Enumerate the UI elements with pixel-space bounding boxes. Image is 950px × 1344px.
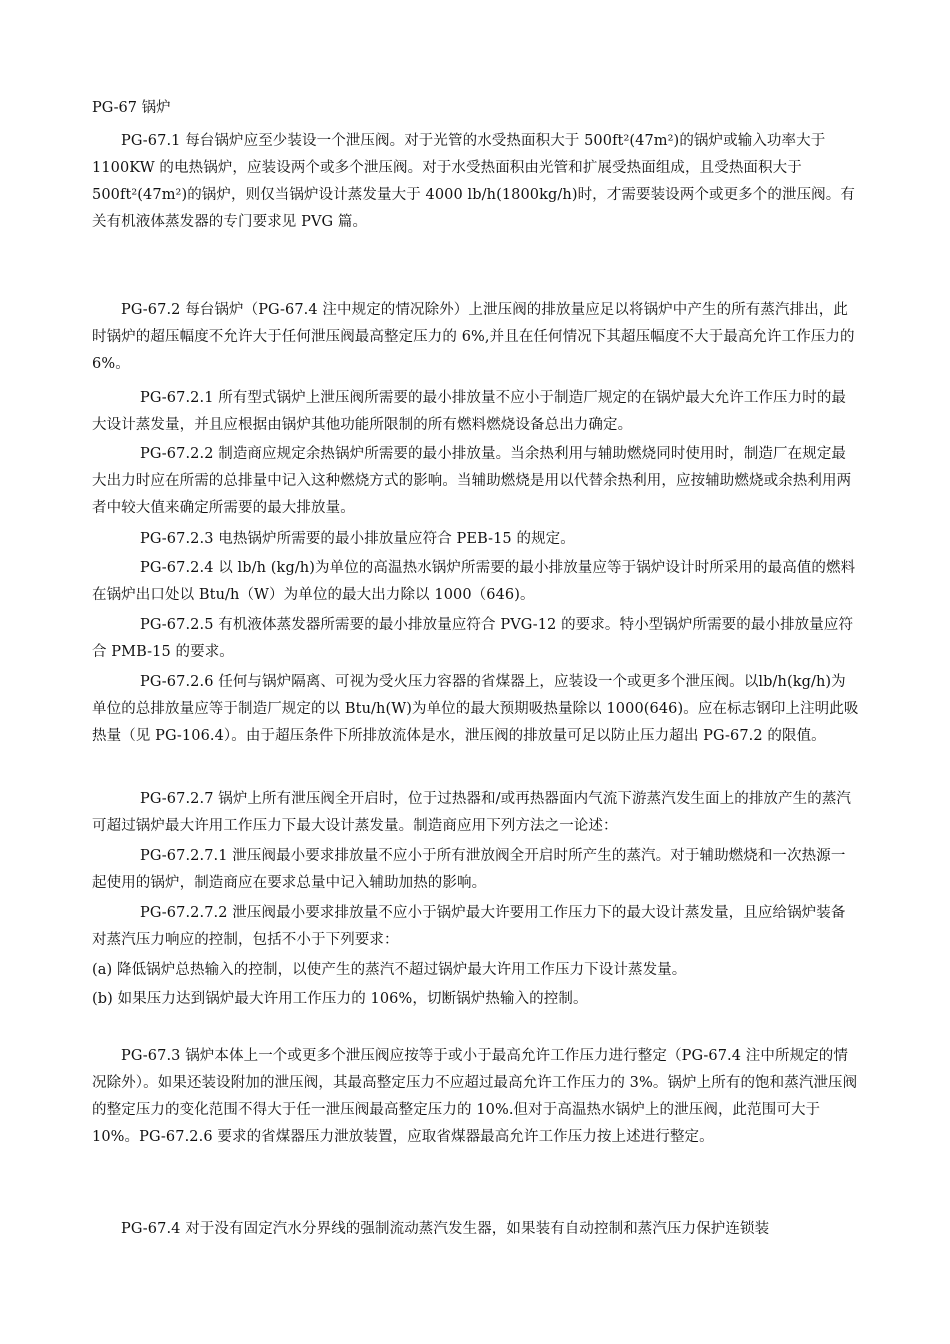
paragraph-pg-67-2-6: PG-67.2.6 任何与锅炉隔离、可视为受火压力容器的省煤器上，应装设一个或更多个泄压阀。以lb/h(kg/h)为单位的总排放量应等于制造厂规定的以 Btu/h(W)为单位的最大预期吸热量除以 1000(646)。应在标志钢印上注明此吸热量（见 PG-106.4）。由于超压条件下所排放流体是水，泄压阀的排放量可足以防止压力超出 PG-67.2 的限值。 [92, 674, 859, 744]
paragraph-pg-67-4: PG-67.4 对于没有固定汽水分界线的强制流动蒸汽发生器，如果装有自动控制和蒸汽压力保护连锁装 [121, 1221, 770, 1237]
paragraph-pg-67-2-1: PG-67.2.1 所有型式锅炉上泄压阀所需要的最小排放量不应小于制造厂规定的在锅炉最大允许工作压力时的最大设计蒸发量，并且应根据由锅炉其他功能所限制的所有燃料燃烧设备总出力确定。 [92, 390, 847, 433]
paragraph-pg-67-2-7-2: PG-67.2.7.2 泄压阀最小要求排放量不应小于锅炉最大许要用工作压力下的最大设计蒸发量，且应给锅炉装备对蒸汽压力响应的控制，包括不小于下列要求： [92, 905, 846, 948]
list-item-b: (b) 如果压力达到锅炉最大许用工作压力的 106%，切断锅炉热输入的控制。 [92, 991, 588, 1007]
list-item-a: (a) 降低锅炉总热输入的控制，以使产生的蒸汽不超过锅炉最大许用工作压力下设计蒸发量。 [92, 962, 687, 978]
paragraph-pg-67-2: PG-67.2 每台锅炉（PG-67.4 注中规定的情况除外）上泄压阀的排放量应足以将锅炉中产生的所有蒸汽排出，此时锅炉的超压幅度不允许大于任何泄压阀最高整定压力的 6%,并且在任何情况下其超压幅度不大于最高允许工作压力的 6%。 [92, 302, 855, 372]
paragraph-pg-67-2-3: PG-67.2.3 电热锅炉所需要的最小排放量应符合 PEB-15 的规定。 [140, 531, 575, 547]
paragraph-pg-67-2-7-1: PG-67.2.7.1 泄压阀最小要求排放量不应小于所有泄放阀全开启时所产生的蒸汽。对于辅助燃烧和一次热源一起使用的锅炉，制造商应在要求总量中记入辅助加热的影响。 [92, 848, 846, 891]
paragraph-pg-67-2-4: PG-67.2.4 以 lb/h (kg/h)为单位的高温热水锅炉所需要的最小排放量应等于锅炉设计时所采用的最高值的燃料在锅炉出口处以 Btu/h（W）为单位的最大出力除以 1000（646)。 [92, 560, 856, 603]
paragraph-pg-67-2-2: PG-67.2.2 制造商应规定余热锅炉所需要的最小排放量。当余热利用与辅助燃烧同时使用时，制造厂在规定最大出力时应在所需的总排量中记入这种燃烧方式的影响。当辅助燃烧是用以代替余热利用，应按辅助燃烧或余热利用两者中较大值来确定所需要的最大排放量。 [92, 446, 852, 516]
paragraph-pg-67-2-5: PG-67.2.5 有机液体蒸发器所需要的最小排放量应符合 PVG-12 的要求。特小型锅炉所需要的最小排放量应符合 PMB-15 的要求。 [92, 617, 854, 660]
paragraph-pg-67-2-7: PG-67.2.7 锅炉上所有泄压阀全开启时，位于过热器和/或再热器面内气流下游蒸汽发生面上的排放产生的蒸汽可超过锅炉最大许用工作压力下最大设计蒸发量。制造商应用下列方法之一论述： [92, 791, 852, 834]
paragraph-pg-67-1: PG-67.1 每台锅炉应至少装设一个泄压阀。对于光管的水受热面积大于 500ft²(47m²)的锅炉或输入功率大于 1100KW 的电热锅炉，应装设两个或多个泄压阀。对于水受热面积由光管和扩展受热面组成，且受热面积大于 500ft²(47m²)的锅炉，则仅当锅炉设计蒸发量大于 4000 lb/h(1800kg/h)时，才需要装设两个或更多个的泄压阀。有关有机液体蒸发器的专门要求见 PVG 篇。 [92, 133, 855, 230]
paragraph-pg-67-3: PG-67.3 锅炉本体上一个或更多个泄压阀应按等于或小于最高允许工作压力进行整定（PG-67.4 注中所规定的情况除外）。如果还装设附加的泄压阀，其最高整定压力不应超过最高允许工作压力的 3%。锅炉上所有的饱和蒸汽泄压阀的整定压力的变化范围不得大于任一泄压阀最高整定压力的 10%.但对于高温热水锅炉上的泄压阀，此范围可大于 10%。PG-67.2.6 要求的省煤器压力泄放装置，应取省煤器最高允许工作压力按上述进行整定。 [92, 1048, 858, 1145]
section-heading: PG-67 锅炉 [92, 100, 171, 116]
